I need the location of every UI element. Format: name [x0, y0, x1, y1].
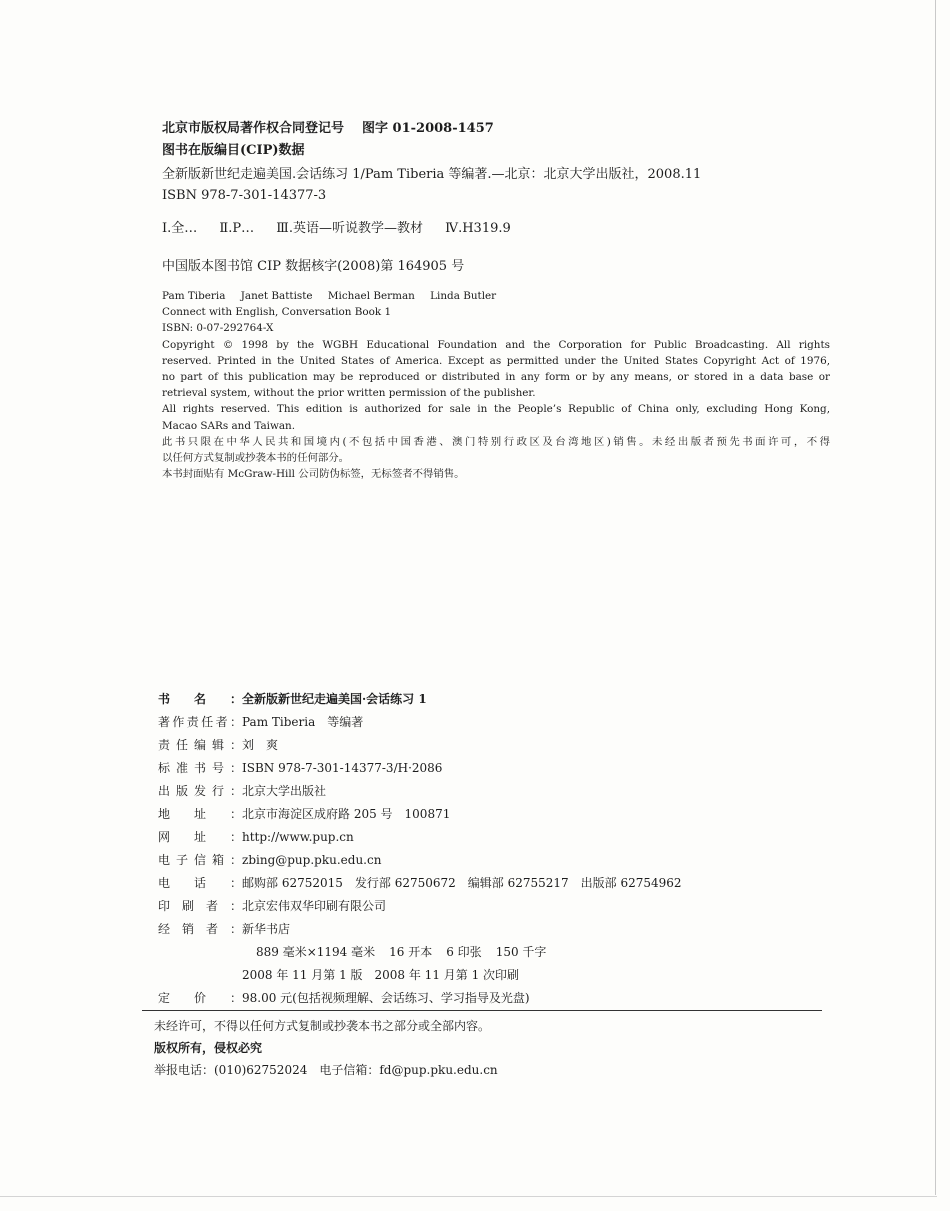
colophon-address-row — [158, 803, 758, 826]
cip-heading: 图书在版编目(CIP)数据 — [162, 143, 305, 158]
spec-format: 889 毫米×1194 毫米 — [256, 945, 376, 959]
cip-description: 全新版新世纪走遍美国.会话练习 1/Pam Tiberia 等编著.—北京：北京大学出版社，2008.11 — [162, 167, 702, 182]
distributor-label: 经销者： — [158, 922, 242, 936]
colophon-distributor-row — [158, 918, 758, 941]
distributor-value: 新华书店 — [242, 922, 291, 936]
cip-approval-number: 中国版本图书馆 CIP 数据核字(2008)第 164905 号 — [162, 259, 465, 274]
original-title: Connect with English, Conversation Book 1 — [162, 306, 392, 319]
editor-value: 刘 爽 — [242, 738, 279, 752]
publisher-label: 出版发行： — [158, 784, 242, 798]
sales-restriction-line-2: 以任何方式复制或抄袭本书的任何部分。 — [162, 452, 350, 465]
anti-counterfeit-notice: 本书封面贴有 McGraw-Hill 公司防伪标签，无标签者不得销售。 — [162, 468, 465, 481]
registration-label: 北京市版权局著作权合同登记号 — [162, 121, 345, 136]
original-isbn: ISBN: 0-07-292764-X — [162, 322, 274, 335]
colophon-spec-row — [158, 941, 758, 964]
phone-value: 邮购部 62752015 发行部 62750672 编辑部 62755217 出版部 62754962 — [242, 876, 682, 890]
address-label: 地址： — [158, 807, 242, 821]
copyright-line-4: retrieval system, without the prior written permission of the publisher. — [162, 387, 536, 400]
colophon — [158, 688, 758, 1010]
price-value: 98.00 元(包括视频理解、会话练习、学习指导及光盘) — [242, 991, 530, 1005]
rights-line-2: Macao SARs and Taiwan. — [162, 419, 296, 432]
class-2: Ⅱ.P… — [219, 221, 255, 236]
email-label: 电子信箱： — [158, 853, 242, 867]
colophon-isbn-row — [158, 757, 758, 780]
page-edge — [935, 0, 936, 1195]
printer-label: 印刷者： — [158, 899, 242, 913]
phone-label: 电话： — [158, 876, 242, 890]
page-bottom-edge — [0, 1196, 937, 1197]
colophon-phone-row — [158, 872, 758, 895]
cip-isbn: ISBN 978-7-301-14377-3 — [162, 188, 327, 203]
copyright-line-3: no part of this publication may be reproduced or distributed in any form or by any means, or stored in a data base or — [162, 371, 830, 384]
printer-value: 北京宏伟双华印刷有限公司 — [242, 899, 387, 913]
original-authors — [162, 288, 830, 304]
title-value: 全新版新世纪走遍美国·会话练习 1 — [242, 692, 427, 706]
original-edition-info — [162, 288, 830, 482]
publisher-value: 北京大学出版社 — [242, 784, 327, 798]
spec-words: 150 千字 — [495, 945, 547, 959]
class-4: Ⅳ.H319.9 — [445, 221, 511, 236]
author-value: Pam Tiberia 等编著 — [242, 715, 364, 729]
colophon-editor-row — [158, 734, 758, 757]
author-2: Janet Battiste — [240, 290, 313, 302]
author-1: Pam Tiberia — [162, 290, 226, 302]
web-value: http://www.pup.cn — [242, 830, 354, 844]
editor-label: 责任编辑： — [158, 738, 242, 752]
email-value: zbing@pup.pku.edu.cn — [242, 853, 382, 867]
cip-block — [162, 118, 830, 482]
spec-size: 16 开本 — [389, 945, 433, 959]
isbn-value: ISBN 978-7-301-14377-3/H·2086 — [242, 761, 443, 775]
title-label: 书名： — [158, 692, 242, 706]
price-label: 定价： — [158, 991, 242, 1005]
author-3: Michael Berman — [327, 290, 415, 302]
author-label: 著作责任者： — [158, 715, 242, 729]
spec-sheets: 6 印张 — [446, 945, 482, 959]
class-1: Ⅰ.全… — [162, 221, 198, 236]
author-4: Linda Butler — [430, 290, 497, 302]
address-value: 北京市海淀区成府路 205 号 100871 — [242, 807, 451, 821]
web-label: 网址： — [158, 830, 242, 844]
colophon-author-row — [158, 711, 758, 734]
rights-line-1: All rights reserved. This edition is authorized for sale in the People’s Republic of China only, excluding Hong Kong, — [162, 403, 830, 416]
edition-value: 2008 年 11 月第 1 版 2008 年 11 月第 1 次印刷 — [242, 968, 520, 982]
divider-rule — [142, 1010, 822, 1011]
colophon-publisher-row — [158, 780, 758, 803]
reproduction-notice: 未经许可，不得以任何方式复制或抄袭本书之部分或全部内容。 — [154, 1019, 491, 1033]
colophon-price-row — [158, 987, 758, 1010]
class-3: Ⅲ.英语—听说教学—教材 — [276, 221, 423, 236]
isbn-label: 标准书号： — [158, 761, 242, 775]
report-contact: 举报电话：(010)62752024 电子信箱：fd@pup.pku.edu.cn — [154, 1063, 498, 1077]
colophon-email-row — [158, 849, 758, 872]
copyright-line-2: reserved. Printed in the United States of America. Except as permitted under the United States Copyright Act of 1976, — [162, 354, 830, 367]
colophon-edition-row — [158, 964, 758, 987]
copyright-line-1: Copyright © 1998 by the WGBH Educational Foundation and the Corporation for Public Broadcasting. All rights — [162, 338, 830, 351]
rights-notice: 版权所有，侵权必究 — [154, 1041, 263, 1055]
colophon-printer-row — [158, 895, 758, 918]
sales-restriction-line-1: 此书只限在中华人民共和国境内(不包括中国香港、澳门特别行政区及台湾地区)销售。未经出版者预先书面许可，不得 — [162, 435, 830, 448]
colophon-web-row — [158, 826, 758, 849]
colophon-title-row — [158, 688, 758, 711]
cip-classification — [162, 218, 830, 240]
copyright-registration — [162, 118, 830, 140]
footer-notices — [154, 1015, 498, 1081]
registration-number: 图字 01-2008-1457 — [362, 121, 494, 136]
